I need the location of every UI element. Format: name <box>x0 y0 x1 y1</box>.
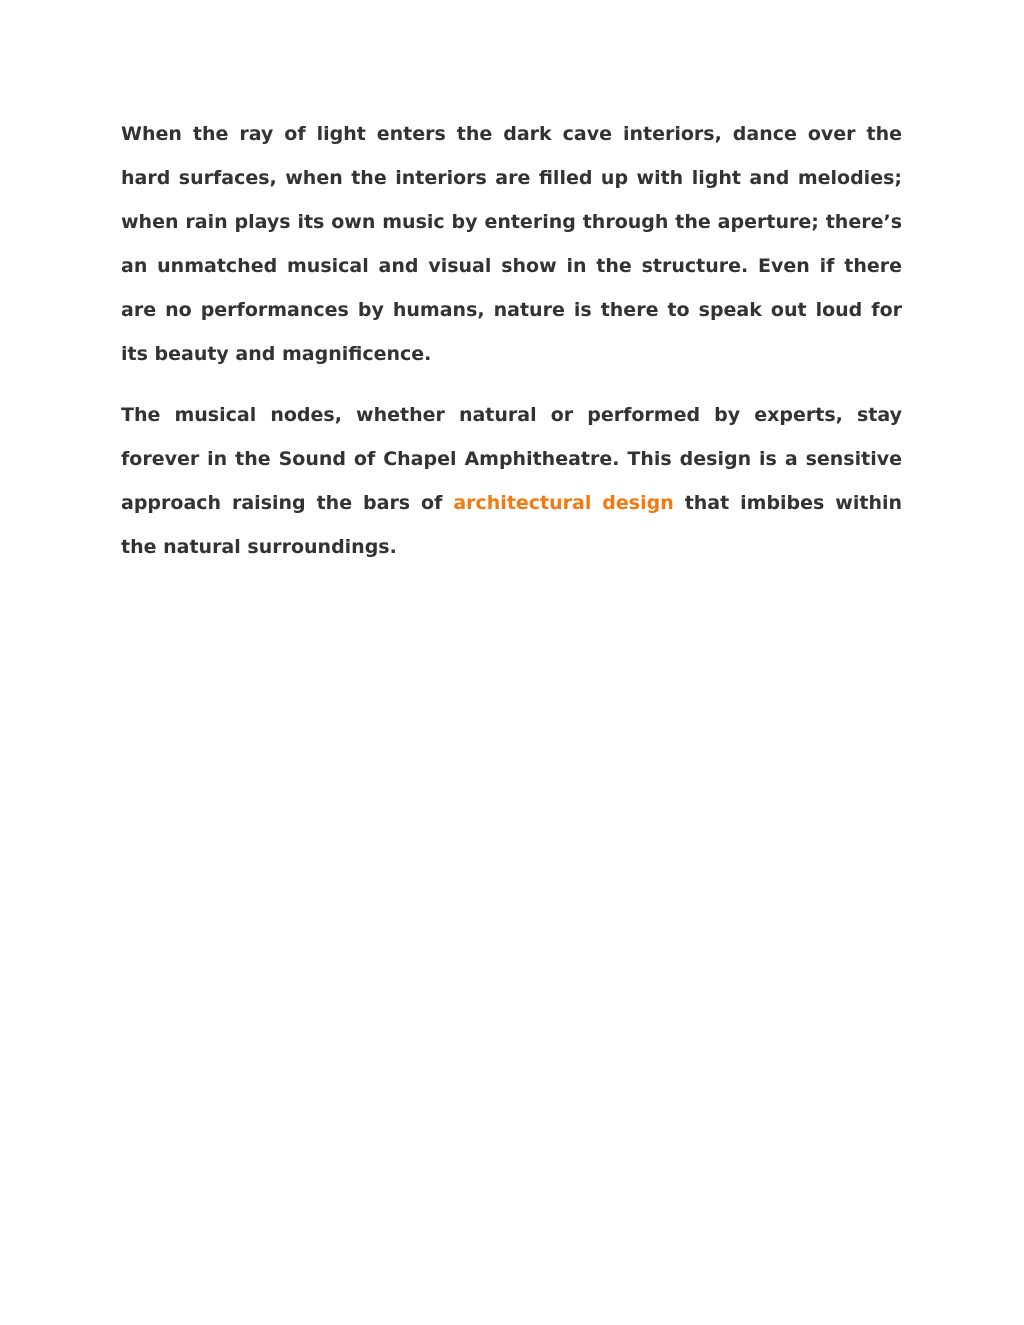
architectural-design-link[interactable]: architectural design <box>453 492 674 514</box>
paragraph-text-before-link: The musical nodes, whether natural or performed by experts, stay forever in the Sound of Chapel Amphitheatre. This design is a sensitive approach raising the bars of <box>121 404 902 514</box>
paragraph-text-after-link: that imbibes within the natural surroundings. <box>121 492 903 558</box>
document-body <box>121 112 902 586</box>
paragraph-musical-nodes <box>121 393 902 569</box>
paragraph-cave-light: When the ray of light enters the dark cave interiors, dance over the hard surfaces, when the interiors are filled up with light and melodies; when rain plays its own music by entering through the aperture; there’s an unmatched musical and visual show in the structure. Even if there are no performances by humans, nature is there to speak out loud for its beauty and magnificence. <box>121 123 902 365</box>
